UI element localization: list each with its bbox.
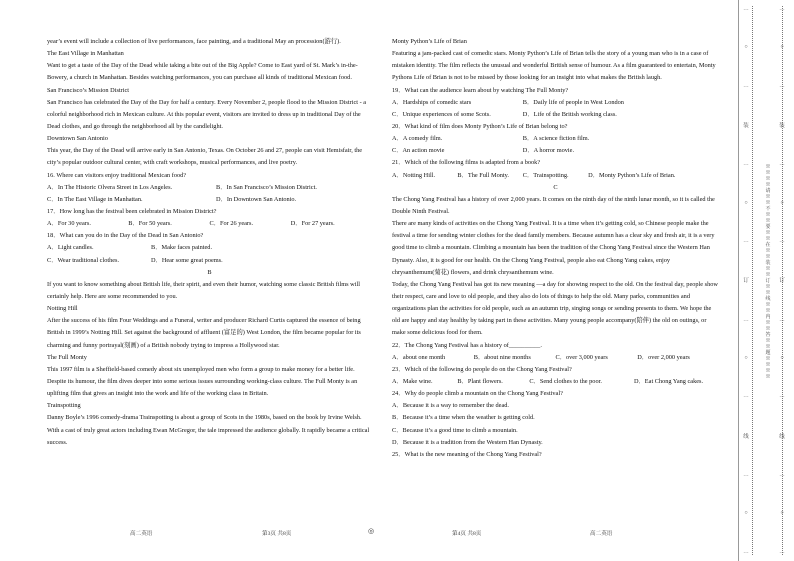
footer-page-right: 第4页 共8页 (452, 531, 482, 537)
question-21-stem: 21．Which of the following films is adapted from a book? (392, 159, 541, 167)
section-c-heading: C (553, 183, 558, 191)
center-crosshair-icon: ◎ (368, 527, 375, 535)
right-column (392, 36, 719, 461)
option-d[interactable]: D．Monty Python’s Life of Brian. (588, 171, 676, 179)
passage-b-heading: The Full Monty (47, 353, 87, 361)
question-17-options (47, 218, 372, 230)
section-b-heading: B (207, 268, 212, 276)
question-20-stem: 20．What kind of film does Monty Python’s Life of Brian belong to? (392, 122, 568, 130)
option-b[interactable]: B．In San Francisco’s Mission District. (216, 183, 317, 191)
question-19-options (392, 109, 719, 121)
ellipsis-mark: … (779, 472, 785, 479)
question-18-options (47, 242, 372, 254)
ellipsis-mark: … (779, 393, 785, 400)
option-c[interactable]: C．Trainspotting. (522, 171, 569, 179)
question-18-stem: 18．What can you do in the Day of the Dead in San Antonio? (47, 232, 204, 240)
option-c[interactable]: C．Send clothes to the poor. (529, 377, 602, 385)
ellipsis-mark: … (743, 6, 749, 12)
passage-a-text: year’s event will include a collection of live performances, face painting, and a traditional May an procession(游行). (47, 38, 341, 45)
question-16-options (47, 182, 372, 194)
circle-mark: ○ (780, 44, 784, 51)
passage-b-text: After the success of his film Four Weddings and a Funeral, writer and producer Richard Curtis captured the essence of being British in 1999’s Notting Hill. Set against the background of affluent (富足的) West London, the film became popular for its charming and funny portrayal(刻画) of a British nobody trying to impress a Hollywood star. (47, 317, 361, 349)
passage-a-text: This year, the Day of the Dead will arrive early in San Antonio, Texas. On October 26 and 27, people can visit Hemisfair, the city’s popular outdoor cultural center, with craft workshops, musical performances, and live poetry. (47, 147, 363, 167)
question-22-stem: 22．The Chong Yang Festival has a history of__________. (392, 341, 542, 349)
option-a[interactable]: A．Notting Hill. (392, 171, 436, 179)
ellipsis-mark: … (779, 82, 785, 89)
binding-label-ding: 订 (743, 278, 749, 285)
option-b[interactable]: B．Plant flowers. (457, 377, 503, 385)
option-c[interactable]: C．Because it’s a good time to climb a mountain. (392, 426, 518, 434)
option-c[interactable]: C．For 26 years. (209, 220, 254, 228)
option-d[interactable]: D．Because it is a tradition from the Western Han Dynasty. (392, 438, 543, 446)
passage-a-heading: Downtown San Antonio (47, 135, 108, 143)
ellipsis-mark: … (779, 238, 785, 245)
option-d[interactable]: D．Hear some great poems. (151, 256, 223, 264)
binding-label-zhuang: 装 (743, 123, 749, 130)
circle-mark: ○ (744, 510, 748, 517)
option-b[interactable]: B．A science fiction film. (522, 135, 590, 143)
passage-b-heading: Trainspotting (47, 402, 81, 410)
footer-subject-right: 高二英语 (590, 531, 613, 537)
option-a[interactable]: A．In The Historic Olvera Street in Los Angeles. (47, 183, 173, 191)
option-a[interactable]: A．For 30 years. (47, 220, 91, 228)
option-c[interactable]: C．In The East Village in Manhattan. (47, 195, 143, 203)
question-23-stem: 23．Which of the following do people do on the Chong Yang Festival? (392, 365, 572, 373)
passage-b-text: Danny Boyle’s 1996 comedy-drama Trainspotting is about a group of Scots in the 1980s, based on the book by Irvine Welsh. With a cast of truly great actors including Ewan McGregor, the tale impressed the audience globally. It rapidly became a critical success. (47, 414, 370, 446)
question-16-options (47, 194, 372, 206)
option-d[interactable]: D．over 2,000 years (637, 353, 690, 361)
option-b[interactable]: B．For 50 years. (128, 220, 172, 228)
ellipsis-mark: … (779, 548, 785, 555)
question-19-options (392, 97, 719, 109)
passage-b-text: Featuring a jam-packed cast of comedic stars. Monty Python’s Life of Brian tells the story of a young man who is in a case of mistaken identity. The film reflects the unusual and wonderful British sense of humour. As a film guaranteed to entertain, Monty Pythons Life of Brian is not to be missed by those looking for an insight into what makes the British laugh. (392, 50, 716, 82)
option-d[interactable]: D．Eat Chong Yang cakes. (633, 377, 704, 385)
ellipsis-mark: … (779, 6, 785, 12)
question-18-options (47, 255, 372, 267)
ellipsis-mark: … (743, 238, 749, 245)
binding-label-xian: 线 (779, 433, 785, 440)
passage-a-text: San Francisco has celebrated the Day of the Day for half a century. Every November 2, people flood to the Mission District - a colorful neighborhood rich in Mexican culture. At this popular event, visitors are invited to dress up in traditional Day of the Dead clothes, and go through the neighborhood all by the candlelight. (47, 98, 367, 130)
ellipsis-mark: … (743, 393, 749, 400)
question-21-options (392, 170, 719, 182)
option-b[interactable]: B．The Full Monty. (457, 171, 509, 179)
circle-mark: ○ (744, 199, 748, 206)
passage-c-text: The Chong Yang Festival has a history of over 2,000 years. It comes on the ninth day of the ninth lunar month, so it is called the Double Ninth Festival. (392, 195, 715, 215)
option-d[interactable]: D．A horror movie. (522, 147, 575, 155)
ellipsis-mark: … (743, 82, 749, 89)
ellipsis-mark: … (743, 316, 749, 323)
question-22-options (392, 352, 719, 364)
passage-a-heading: The East Village in Manhattan (47, 50, 124, 58)
passage-b-text: This 1997 film is a Sheffield-based comedy about six unemployed men who form a group to make money for a better life. Despite its humour, the film dives deeper into some serious issues surrounding working-class culture. The Full Monty is an uplifting film that gives an insight into the work and life of the working class in Britain. (47, 365, 358, 398)
passage-b-heading: Monty Python’s Life of Brian (392, 38, 467, 45)
option-a[interactable]: A．A comedy film. (392, 135, 443, 143)
binding-label-ding: 订 (779, 278, 785, 285)
passage-c-text: Today, the Chong Yang Festival has got its new meaning —a day for showing respect to the old. On the festival day, people show their respect, care and love to old people, and they also do lots of things to help the old. Many parks, communities and organizations plan the activities for old people, such as an autumn trip, singing songs or sending presents to them. We hope the old are happy and stay healthy by taking part in these activities. Many young people accompany(陪伴) the old on outings, or make some delicious food for them. (392, 280, 718, 337)
ellipsis-mark: … (743, 548, 749, 555)
option-a[interactable]: A．Because it is a way to remember the dead. (392, 402, 509, 410)
circle-mark: ○ (780, 355, 784, 362)
passage-b-heading: Notting Hill (47, 305, 78, 313)
question-20-options (392, 145, 719, 157)
question-24-stem: 24．Why do people climb a mountain on the Chong Yang Festival? (392, 390, 563, 398)
circle-mark: ○ (780, 510, 784, 517)
ellipsis-mark: … (779, 161, 785, 168)
question-19-stem: 19．What can the audience learn about by watching The Full Monty? (392, 86, 569, 94)
circle-mark: ○ (744, 44, 748, 51)
option-c[interactable]: C．An action movie (392, 147, 445, 155)
question-25-stem: 25．What is the new meaning of the Chong Yang Festival? (392, 450, 542, 458)
passage-a-heading: San Francisco’s Mission District (47, 86, 130, 94)
option-a[interactable]: A．Make wine. (392, 377, 433, 385)
option-b[interactable]: B．Make faces painted. (151, 244, 213, 252)
option-c[interactable]: C．Wear traditional clothes. (47, 256, 120, 264)
option-a[interactable]: A．Hardships of comedic stars (392, 98, 472, 106)
ellipsis-mark: … (743, 161, 749, 168)
question-17-stem: 17．How long has the festival been celebrated in Mission District? (47, 207, 217, 215)
binding-line-outer (752, 6, 753, 555)
circle-mark: ○ (780, 199, 784, 206)
binding-label-xian: 线 (743, 433, 749, 440)
ellipsis-mark: … (779, 316, 785, 323)
question-16-stem: 16. Where can visitors enjoy traditional Mexican food? (47, 171, 187, 179)
passage-c-text: There are many kinds of activities on the Chong Yang Festival. It is a time when it’s getting cold, so Chinese people make the festival a time for sending winter clothes for the dead family members. Because autumn has a clear sky and fresh air, it is a very good time to climb a mountain. Climbing a mountain has been the tradition of the Chong Yang Festival since the Western Han Dynasty. Also, it is good for our health. On the Chong Yang Festival, people also eat Chong Yang cakes, enjoy chrysanthemum(菊花) flowers, and drink chrysanthemum wine. (392, 220, 715, 276)
option-b[interactable]: B．Because it’s a time when the weather is getting cold. (392, 414, 535, 422)
option-d[interactable]: D．For 27 years. (290, 220, 335, 228)
left-column (47, 36, 372, 449)
binding-marks-outer (741, 6, 751, 555)
question-20-options (392, 133, 719, 145)
ellipsis-mark: … (743, 472, 749, 479)
question-23-options (392, 376, 719, 388)
option-c[interactable]: C．Unique experiences of some Scots. (392, 110, 491, 118)
option-b[interactable]: B．Daily life of people in West London (522, 98, 624, 106)
passage-a-text: Want to get a taste of the Day of the Dead while taking a bite out of the Big Apple? Come to East yard of St. Mark’s in-the-Bowery, a church in Manhattan. Besides watching performances, you can purchase all kinds of traditional Mexican food. (47, 62, 358, 82)
binding-warning-text: ※※※※请※※不※※要※※在※※装※※订※※线※※内※※答※※题※※※※ (765, 165, 771, 380)
option-d[interactable]: D．In Downtown San Antonio. (216, 195, 297, 203)
footer-page-left: 第3页 共8页 (262, 531, 292, 537)
passage-b-text: If you want to know something about British life, their spirit, and even their humor, watching some classic British films will certainly help. Here are some recommended to you. (47, 280, 360, 300)
option-a[interactable]: A．about one month (392, 353, 446, 361)
binding-marks-inner (777, 6, 787, 555)
binding-label-zhuang: 装 (779, 123, 785, 130)
circle-mark: ○ (744, 355, 748, 362)
option-d[interactable]: D．Life of the British working class. (522, 110, 617, 118)
option-c[interactable]: C．over 3,000 years (555, 353, 608, 361)
footer-subject-left: 高二英语 (130, 531, 153, 537)
option-a[interactable]: A．Light candles. (47, 244, 94, 252)
option-b[interactable]: B．about nine months (473, 353, 531, 361)
